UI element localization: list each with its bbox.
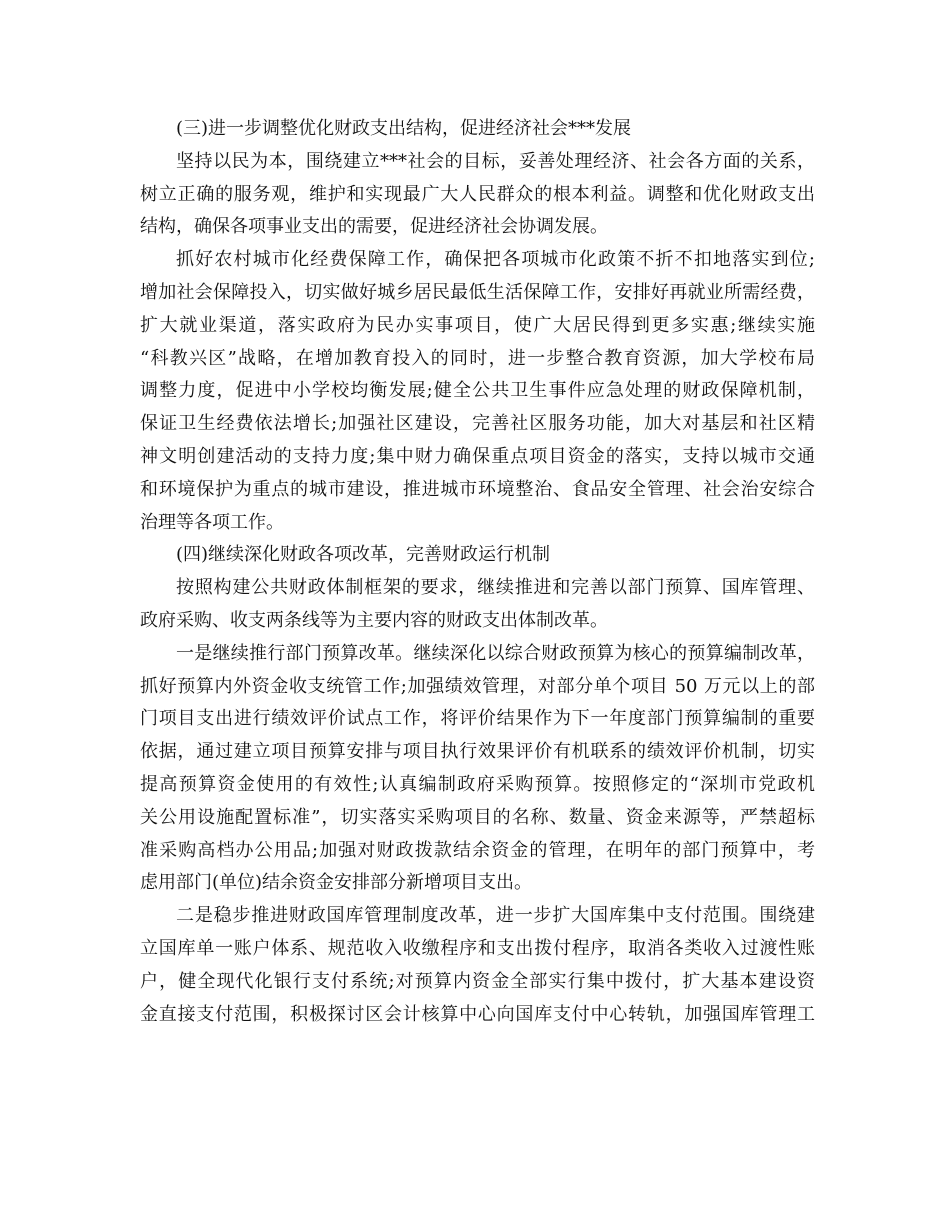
text-line: 和环境保护为重点的城市建设，推进城市环境整治、食品安全管理、社会治安综合 <box>140 478 815 500</box>
text-line: 二是稳步推进财政国库管理制度改革，进一步扩大国库集中支付范围。围绕建 <box>176 905 815 927</box>
text-line: 依据，通过建立项目预算安排与项目执行效果评价有机联系的绩效评价机制，切实 <box>140 741 815 763</box>
text-line: 金直接支付范围，积极探讨区会计核算中心向国库支付中心转轨，加强国库管理工 <box>140 1003 815 1025</box>
text-line: 坚持以民为本，围绕建立***社会的目标，妥善处理经济、社会各方面的关系， <box>176 150 815 172</box>
text-line: 按照构建公共财政体制框架的要求，继续推进和完善以部门预算、国库管理、 <box>176 577 815 599</box>
text-line: 准采购高档办公用品;加强对财政拨款结余资金的管理，在明年的部门预算中，考 <box>140 839 815 861</box>
text-line: 扩大就业渠道，落实政府为民办实事项目，使广大居民得到更多实惠;继续实施 <box>140 314 815 336</box>
text-line: 立国库单一账户体系、规范收入收缴程序和支出拨付程序，取消各类收入过渡性账 <box>140 937 815 959</box>
text-line: 户，健全现代化银行支付系统;对预算内资金全部实行集中拨付，扩大基本建设资 <box>140 970 815 992</box>
text-line: 一是继续推行部门预算改革。继续深化以综合财政预算为核心的预算编制改革， <box>176 642 815 664</box>
text-line: 结构，确保各项事业支出的需要，促进经济社会协调发展。 <box>140 216 608 238</box>
text-line: 关公用设施配置标准”，切实落实采购项目的名称、数量、资金来源等，严禁超标 <box>140 806 815 828</box>
text-line: 虑用部门(单位)结余资金安排部分新增项目支出。 <box>140 872 533 894</box>
document-page <box>140 113 815 1031</box>
text-line: 抓好农村城市化经费保障工作，确保把各项城市化政策不折不扣地落实到位; <box>176 249 815 271</box>
text-line: 保证卫生经费依法增长;加强社区建设，完善社区服务功能，加大对基层和社区精 <box>140 413 815 435</box>
text-line: 治理等各项工作。 <box>140 511 284 533</box>
text-line: (四)继续深化财政各项改革，完善财政运行机制 <box>176 544 551 566</box>
text-line: 树立正确的服务观，维护和实现最广大人民群众的根本利益。调整和优化财政支出 <box>140 183 815 205</box>
text-line: 门项目支出进行绩效评价试点工作，将评价结果作为下一年度部门预算编制的重要 <box>140 708 815 730</box>
text-line: 增加社会保障投入，切实做好城乡居民最低生活保障工作，安排好再就业所需经费， <box>140 281 815 303</box>
text-line: 提高预算资金使用的有效性;认真编制政府采购预算。按照修定的“深圳市党政机 <box>140 773 815 795</box>
text-line: 调整力度，促进中小学校均衡发展;健全公共卫生事件应急处理的财政保障机制， <box>140 380 815 402</box>
text-line: (三)进一步调整优化财政支出结构，促进经济社会***发展 <box>176 118 632 139</box>
text-line: “科教兴区”战略，在增加教育投入的同时，进一步整合教育资源，加大学校布局 <box>140 347 815 369</box>
text-line: 政府采购、收支两条线等为主要内容的财政支出体制改革。 <box>140 609 608 631</box>
text-line: 神文明创建活动的支持力度;集中财力确保重点项目资金的落实，支持以城市交通 <box>140 445 815 467</box>
text-line: 抓好预算内外资金收支统管工作;加强绩效管理，对部分单个项目 50 万元以上的部 <box>140 675 815 697</box>
